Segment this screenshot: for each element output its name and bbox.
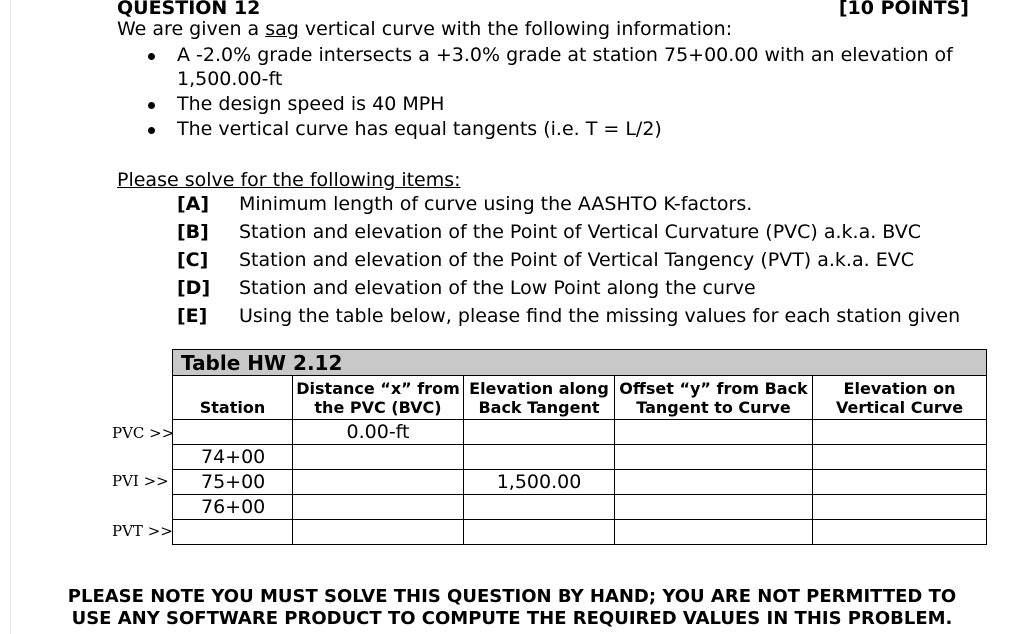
cell-offset[interactable] [615, 520, 813, 545]
side-label-pvt: PVT >> [112, 522, 173, 540]
question-title: QUESTION 12 [117, 0, 261, 19]
header-offset-line2: Tangent to Curve [636, 398, 791, 417]
cell-distance[interactable]: 0.00-ft [293, 420, 464, 445]
cell-elev-tangent[interactable] [464, 420, 615, 445]
intro-sag-word: sag [265, 18, 299, 40]
cell-elev-curve[interactable] [813, 445, 987, 470]
header-offset-line1: Offset “y” from Back [619, 379, 808, 398]
item-text-b: Station and elevation of the Point of Vertical Curvature (PVC) a.k.a. BVC [239, 221, 922, 243]
header-elevation-curve [813, 376, 987, 420]
cell-elev-tangent[interactable] [464, 495, 615, 520]
cell-station[interactable] [173, 520, 293, 545]
cell-distance[interactable] [293, 495, 464, 520]
header-elev-curve-line1: Elevation on [843, 379, 956, 398]
cell-elev-curve[interactable] [813, 420, 987, 445]
page-margin-rule [0, 0, 11, 634]
cell-offset[interactable] [615, 495, 813, 520]
header-elevation-tangent [464, 376, 615, 420]
cell-distance[interactable] [293, 470, 464, 495]
cell-elev-curve[interactable] [813, 520, 987, 545]
header-station-label: Station [199, 398, 266, 417]
bullet-icon [148, 127, 155, 134]
header-elev-tan-line2: Back Tangent [478, 398, 600, 417]
intro-sentence [117, 18, 732, 40]
cell-elev-tangent[interactable]: 1,500.00 [464, 470, 615, 495]
header-station [173, 376, 293, 420]
header-distance-line2: the PVC (BVC) [314, 398, 442, 417]
question-points: [10 POINTS] [838, 0, 969, 19]
table-row-7400 [173, 445, 987, 470]
intro-prefix: We are given a [117, 18, 266, 40]
solve-heading: Please solve for the following items: [117, 169, 461, 191]
bullet-grade-line1: A -2.0% grade intersects a +3.0% grade at station 75+00.00 with an elevation of [177, 44, 953, 66]
cell-station[interactable]: 74+00 [173, 445, 293, 470]
cell-distance[interactable] [293, 445, 464, 470]
table-row-pvt [173, 520, 987, 545]
item-text-d: Station and elevation of the Low Point along the curve [239, 277, 756, 299]
header-distance-line1: Distance “x” from [296, 379, 460, 398]
cell-elev-curve[interactable] [813, 495, 987, 520]
side-label-pvc: PVC >> [112, 424, 175, 442]
cell-elev-tangent[interactable] [464, 445, 615, 470]
item-text-e: Using the table below, please find the missing values for each station given [239, 305, 961, 327]
cell-station[interactable]: 76+00 [173, 495, 293, 520]
table-caption: Table HW 2.12 [173, 350, 987, 376]
note-line1: PLEASE NOTE YOU MUST SOLVE THIS QUESTION BY HAND; YOU ARE NOT PERMITTED TO [67, 586, 957, 607]
bullet-design-speed: The design speed is 40 MPH [177, 93, 445, 115]
item-key-c: [C] [177, 249, 209, 271]
side-label-pvi: PVI >> [112, 472, 169, 490]
table-hw-2-12 [172, 349, 987, 545]
header-elev-tan-line1: Elevation along [469, 379, 609, 398]
bullet-icon [148, 102, 155, 109]
cell-elev-tangent[interactable] [464, 520, 615, 545]
table-row-7600 [173, 495, 987, 520]
cell-elev-curve[interactable] [813, 470, 987, 495]
item-key-a: [A] [177, 193, 210, 215]
cell-distance[interactable] [293, 520, 464, 545]
cell-station[interactable] [173, 420, 293, 445]
header-offset [615, 376, 813, 420]
note-line2: USE ANY SOFTWARE PRODUCT TO COMPUTE THE REQUIRED VALUES IN THIS PROBLEM. [71, 608, 953, 629]
item-text-c: Station and elevation of the Point of Vertical Tangency (PVT) a.k.a. EVC [239, 249, 914, 271]
intro-suffix: vertical curve with the following information: [298, 18, 733, 40]
header-distance [293, 376, 464, 420]
cell-offset[interactable] [615, 470, 813, 495]
bullet-equal-tangents: The vertical curve has equal tangents (i.e. T = L/2) [177, 118, 662, 140]
item-key-e: [E] [177, 305, 208, 327]
table-row-pvc [173, 420, 987, 445]
cell-offset[interactable] [615, 420, 813, 445]
item-key-d: [D] [177, 277, 211, 299]
cell-offset[interactable] [615, 445, 813, 470]
bullet-icon [148, 53, 155, 60]
item-key-b: [B] [177, 221, 209, 243]
table-row-pvi [173, 470, 987, 495]
item-text-a: Minimum length of curve using the AASHTO K-factors. [239, 193, 753, 215]
cell-station[interactable]: 75+00 [173, 470, 293, 495]
bullet-grade-line2: 1,500.00-ft [177, 68, 283, 90]
header-elev-curve-line2: Vertical Curve [836, 398, 964, 417]
